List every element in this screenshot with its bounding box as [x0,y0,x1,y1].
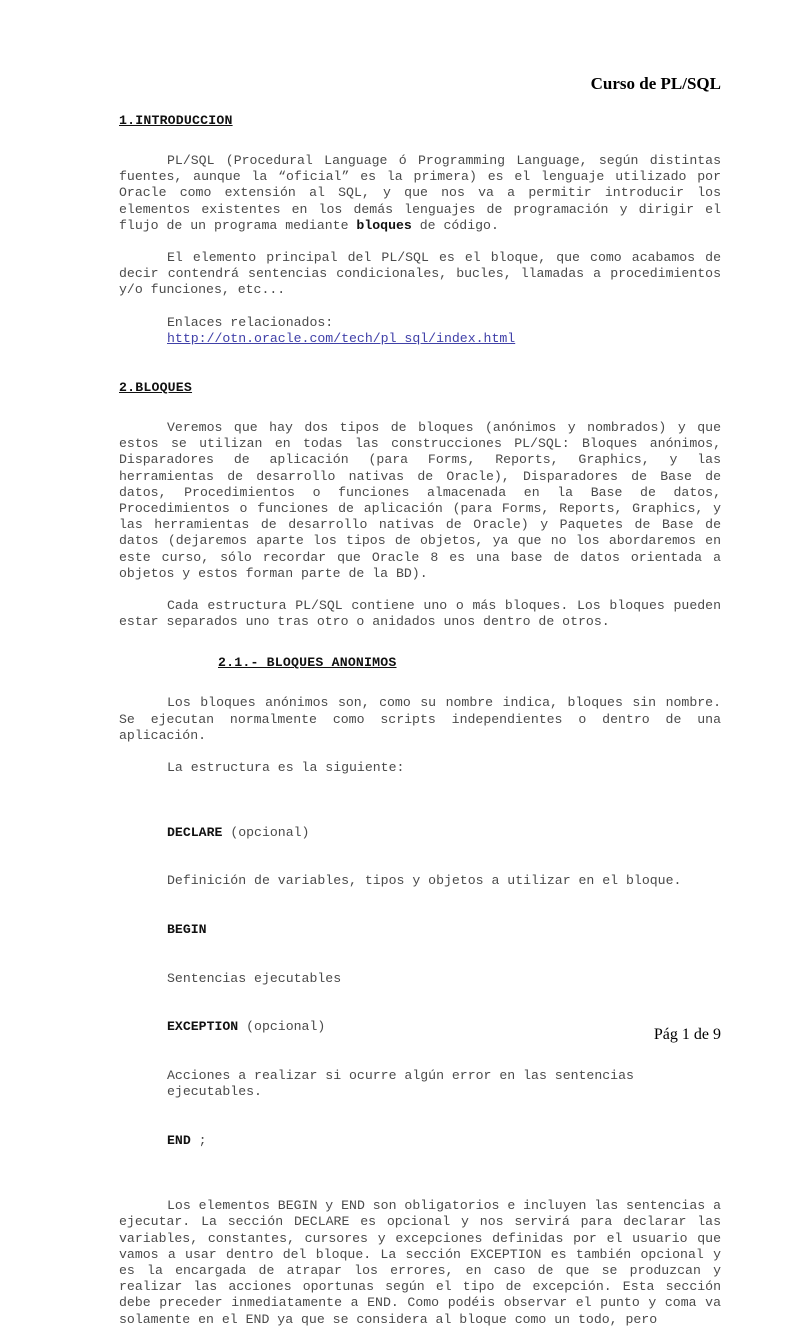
spacer [119,234,721,250]
spacer [119,299,721,315]
spacer [119,776,721,792]
paragraph-bloques-1: Veremos que hay dos tipos de bloques (anónimos y nombrados) y que estos se utilizan en todas las construcciones PL/SQL: Bloques anónimos, Disparadores de aplicación (para Forms, Reports, Graphics, y las herramientas de desarrollo nativas de Oracle), Disparadores de Base de datos, Procedimientos o funciones almacenada en la Base de datos, Procedimientos o funciones de aplicación (para Forms, Reports, Graphics, y las herramientas de desarrollo nativas de Oracle) y Paquetes de Base de datos (dejaremos aparte los tipos de objetos, ya que no los abordaremos en este curso, sólo recordar que Oracle 8 es una base de datos orientada a objetos y estos forman parte de la BD). [119,420,721,581]
section-heading-bloques: 2.BLOQUES [119,380,193,396]
keyword-end: END [167,1132,191,1148]
keyword-begin: BEGIN [167,921,207,937]
spacer [119,582,721,598]
related-links-list [167,331,721,347]
keyword-exception: EXCEPTION [167,1019,239,1035]
paragraph-intro-2: El elemento principal del PL/SQL es el bloque, que como acabamos de decir contendrá sentencias condicionales, bucles, llamadas a procedimientos y/o funciones, etc... [119,250,721,298]
paragraph-anonimos-1: Los bloques anónimos son, como su nombre indica, bloques sin nombre. Se ejecutan normalmente como scripts independientes o dentro de una aplicación. [119,695,721,743]
running-header-title: Curso de PL/SQL [590,74,721,93]
paragraph-intro-1-text-a: PL/SQL (Procedural Language ó Programming Language, según distintas fuentes, aunque la “oficial” es la primera) es el lenguaje utilizado por Oracle como extensión al SQL, y que nos va a permitir introducir los elementos existentes en los demás lenguajes de programación y dirigir el flujo de un programa mediante [119,153,721,233]
paragraph-intro-1 [119,153,721,234]
paragraph-anonimos-3: Los elementos BEGIN y END son obligatorios e incluyen las sentencias a ejecutar. La sección DECLARE es opcional y nos servirá para declarar las variables, constantes, cursores y excepciones definidas por el usuario que vamos a usar dentro del bloque. La sección EXCEPTION es también opcional y es la encargada de atrapar los errores, en caso de que se produzcan y realizar las acciones oportunas según el tipo de excepción. Esta sección debe preceder inmediatamente a END. Como podéis observar el punto y coma va solamente en el END ya que se considera al bloque como un todo, pero [119,1198,721,1327]
spacer [119,396,721,420]
section-heading-bloques-anonimos: 2.1.- BLOQUES ANONIMOS [218,655,397,671]
paragraph-intro-1-text-b: de código. [411,217,499,233]
document-body [119,112,721,1328]
code-block-anonymous-structure [167,792,721,1181]
emphasis-bloques: bloques [356,217,412,233]
code-line-declare-desc: Definición de variables, tipos y objetos a utilizar en el bloque. [167,873,682,889]
code-line-declare-rest: (opcional) [222,824,310,840]
spacer [119,671,721,695]
paragraph-bloques-2: Cada estructura PL/SQL contiene uno o más bloques. Los bloques pueden estar separados uno tras otro o anidados unos dentro de otros. [119,598,721,630]
code-line-begin [167,922,721,938]
spacer [119,630,721,654]
spacer [119,1181,721,1198]
code-line-begin-desc: Sentencias ejecutables [167,970,342,986]
keyword-declare: DECLARE [167,824,223,840]
oracle-otn-link[interactable]: http://otn.oracle.com/tech/pl_sql/index.html [167,330,516,346]
code-line-end [167,1133,721,1149]
paragraph-anonimos-2: La estructura es la siguiente: [167,760,405,776]
related-links-block [167,315,721,347]
related-links-label: Enlaces relacionados: [167,314,334,330]
spacer [119,129,721,153]
section-heading-introduccion: 1.INTRODUCCION [119,113,233,128]
spacer [119,744,721,760]
code-line-end-rest: ; [190,1132,207,1148]
code-line-exception-desc: Acciones a realizar si ocurre algún error en las sentencias ejecutables. [167,1067,642,1099]
spacer [119,347,721,379]
page-number-footer: Pág 1 de 9 [653,1026,721,1043]
code-line-declare [167,825,721,841]
code-line-exception-rest: (opcional) [238,1019,326,1035]
